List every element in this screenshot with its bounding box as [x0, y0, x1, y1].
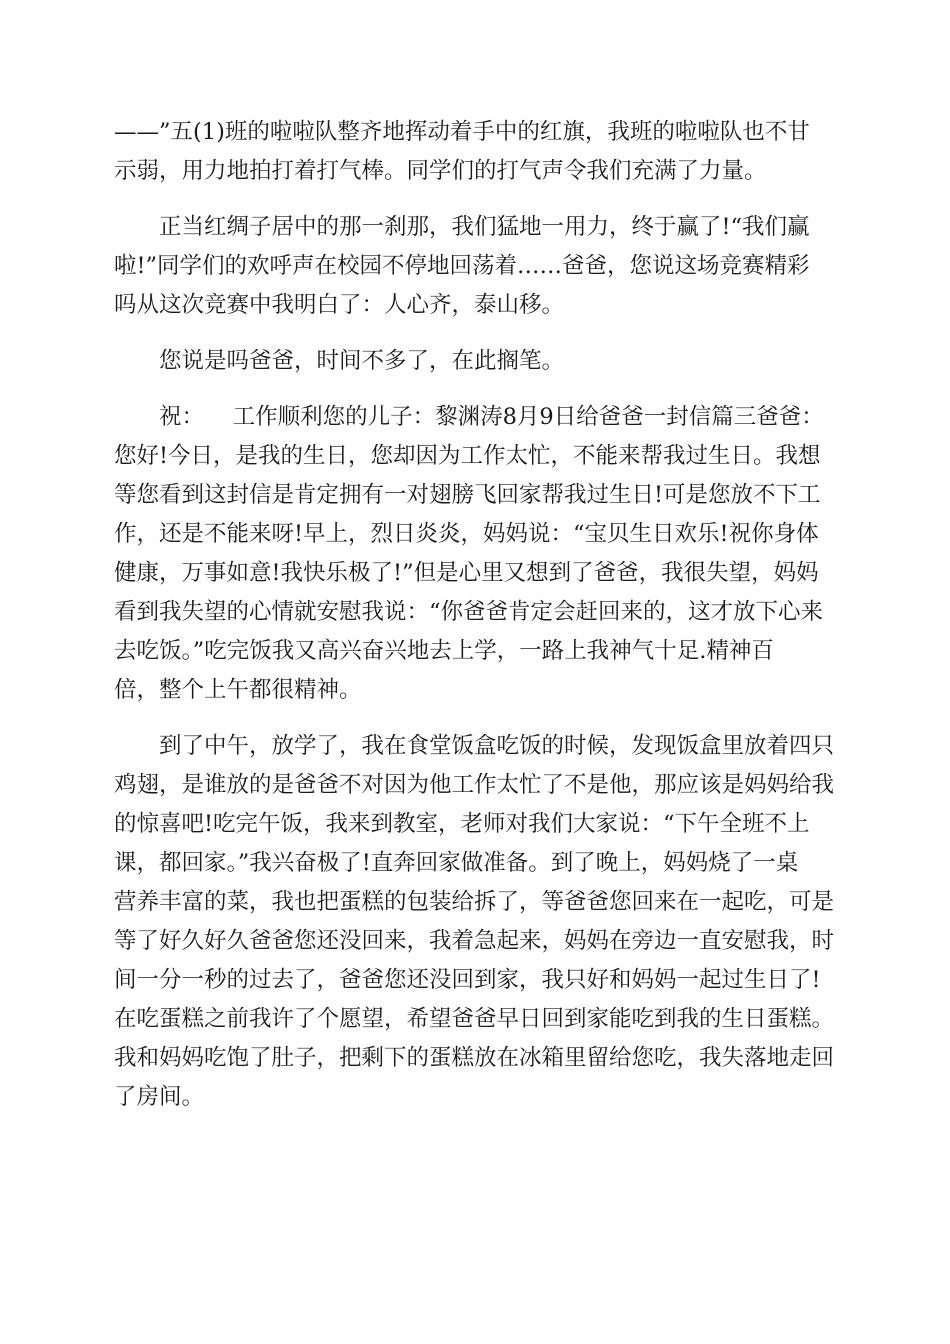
text-line: 营养丰富的菜，我也把蛋糕的包装给拆了，等爸爸您回来在一起吃，可是 — [114, 889, 835, 915]
text-line: 间一分一秒的过去了，爸爸您还没回到家，我只好和妈妈一起过生日了! — [114, 967, 821, 993]
letter-body — [114, 113, 839, 1134]
text-line: 等了好久好久爸爸您还没回来，我着急起来，妈妈在旁边一直安慰我，时 — [114, 928, 835, 954]
text-line: 您好!今日，是我的生日，您却因为工作太忙，不能来帮我过生日。我想 — [114, 443, 821, 469]
text-line: 到了中午，放学了，我在食堂饭盒吃饭的时候，发现饭盒里放着四只 — [159, 733, 835, 759]
text-line: 吗从这次竞赛中我明白了：人心齐，泰山移。 — [114, 292, 565, 318]
text-line: 课，都回家。”我兴奋极了!直奔回家做准备。到了晚上，妈妈烧了一桌 — [114, 850, 799, 876]
text-line: 我和妈妈吃饱了肚子，把剩下的蛋糕放在冰箱里留给您吃，我失落地走回 — [114, 1045, 835, 1071]
text-line: 祝： 工作顺利您的儿子：黎渊涛8月9日给爸爸一封信篇三爸爸： — [159, 404, 824, 430]
paragraph-1 — [114, 113, 839, 191]
text-line: 啦!”同学们的欢呼声在校园不停地回荡着……爸爸，您说这场竞赛精彩 — [114, 253, 810, 279]
text-line: 鸡翅，是谁放的是爸爸不对因为他工作太忙了不是他，那应该是妈妈给我 — [114, 772, 835, 798]
text-line: 正当红绸子居中的那一刹那，我们猛地一用力，终于赢了!“我们赢 — [159, 214, 810, 240]
text-line: 去吃饭。”吃完饭我又高兴奋兴地去上学，一路上我神气十足.精神百 — [114, 638, 774, 664]
text-line: 示弱，用力地拍打着打气棒。同学们的打气声令我们充满了力量。 — [114, 158, 767, 184]
paragraph-5 — [114, 727, 839, 1117]
text-line: 健康，万事如意!我快乐极了!”但是心里又想到了爸爸，我很失望，妈妈 — [114, 560, 819, 586]
text-line: 等您看到这封信是肯定拥有一对翅膀飞回家帮我过生日!可是您放不下工 — [114, 482, 821, 508]
paragraph-4 — [114, 398, 839, 710]
text-line: ——”五(1)班的啦啦队整齐地挥动着手中的红旗，我班的啦啦队也不甘 — [114, 119, 810, 145]
text-line: 倍，整个上午都很精神。 — [114, 677, 362, 703]
text-line: 了房间。 — [114, 1084, 205, 1110]
paragraph-2 — [114, 208, 839, 325]
text-line: 作，还是不能来呀!早上，烈日炎炎，妈妈说：“宝贝生日欢乐!祝你身体 — [114, 521, 819, 547]
text-line: 您说是吗爸爸，时间不多了，在此搁笔。 — [159, 348, 565, 374]
text-line: 的惊喜吧!吃完午饭，我来到教室，老师对我们大家说：“下午全班不上 — [114, 811, 810, 837]
paragraph-3 — [114, 342, 839, 381]
text-line: 看到我失望的心情就安慰我说：“你爸爸肯定会赶回来的，这才放下心来 — [114, 599, 824, 625]
text-line: 在吃蛋糕之前我许了个愿望，希望爸爸早日回到家能吃到我的生日蛋糕。 — [114, 1006, 835, 1032]
